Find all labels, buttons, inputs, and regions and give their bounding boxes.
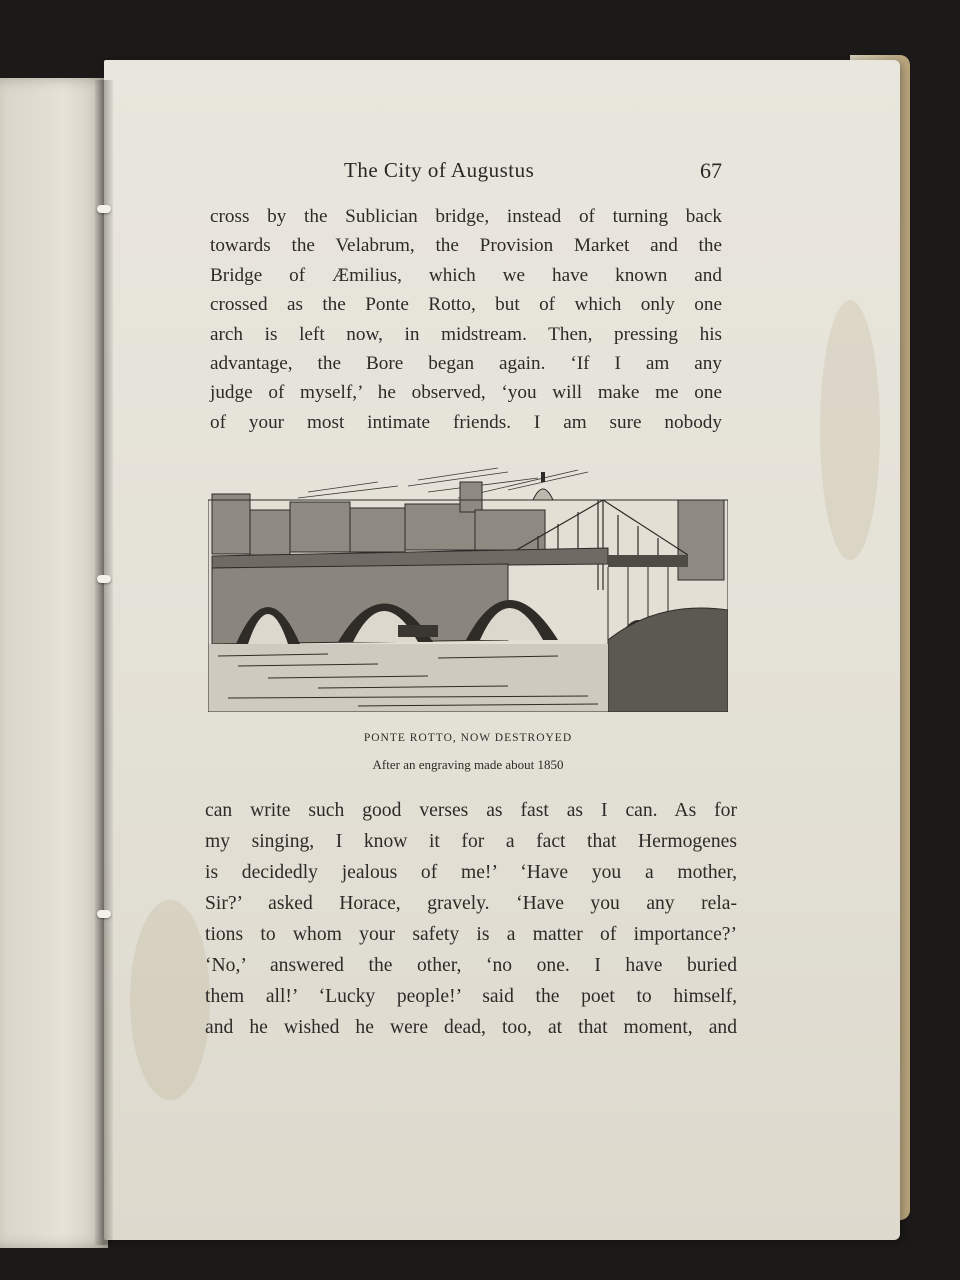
text-line: ‘No,’ answered the other, ‘no one. I have buried [205,955,737,976]
left-page [0,78,108,1248]
running-head [210,158,722,188]
text-line: and he wished he were dead, too, at that moment, and [205,1017,737,1038]
text-line: them all!’ ‘Lucky people!’ said the poet to himself, [205,986,737,1007]
text-line: advantage, the Bore began again. ‘If I am any [210,352,722,374]
text-line: my singing, I know it for a fact that Hermogenes [205,831,737,852]
text-line: of your most intimate friends. I am sure nobody [210,411,722,433]
spine-gutter [95,80,113,1245]
text-line: judge of myself,’ he observed, ‘you will make me one [210,382,722,404]
text-line: Sir?’ asked Horace, gravely. ‘Have you any rela- [205,893,737,914]
paper-stain [130,900,210,1100]
text-line: can write such good verses as fast as I can. As for [205,800,737,821]
page-number: 67 [700,158,722,183]
binding-stitch [97,575,111,583]
text-line: is decidedly jealous of me!’ ‘Have you a mother, [205,862,737,883]
paper-stain [820,300,880,560]
text-line: tions to whom your safety is a matter of importance?’ [205,924,737,945]
text-line: crossed as the Ponte Rotto, but of which only one [210,294,722,316]
text-line: arch is left now, in midstream. Then, pressing his [210,323,722,345]
paragraph-bottom [205,795,737,1043]
text-line: cross by the Sublician bridge, instead of turning back [210,206,722,227]
figure-credit: After an engraving made about 1850 [372,757,564,772]
paragraph-top [210,202,722,437]
bridge-engraving [208,460,728,712]
binding-stitch [97,205,111,213]
text-line: Bridge of Æmilius, which we have known and [210,264,722,286]
running-title: The City of Augustus [344,158,535,182]
figure-caption: PONTE ROTTO, NOW DESTROYED [363,732,573,744]
text-line: towards the Velabrum, the Provision Market and the [210,235,722,257]
binding-stitch [97,910,111,918]
